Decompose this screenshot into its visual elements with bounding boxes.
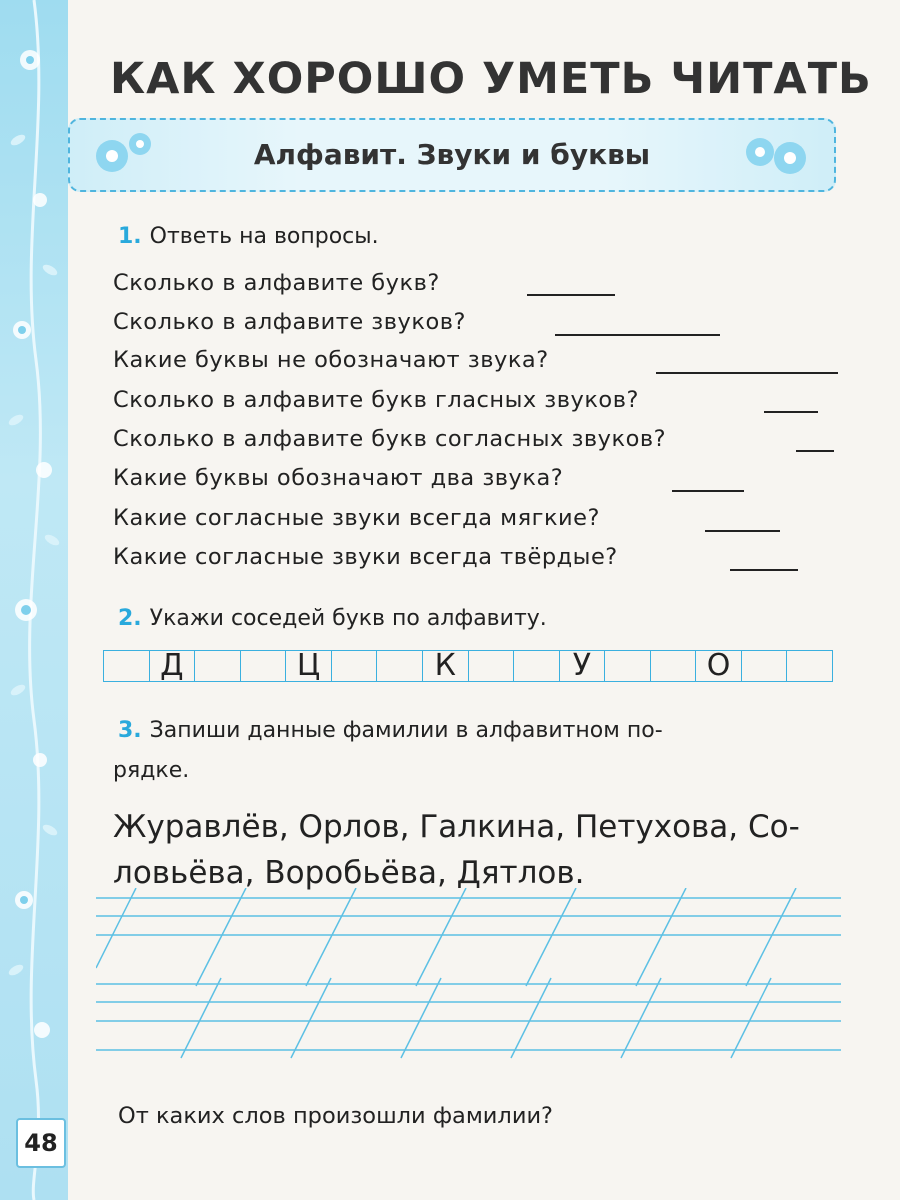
task-1-heading <box>118 224 379 249</box>
answer-blank[interactable] <box>527 294 615 296</box>
answer-blank[interactable] <box>656 372 838 374</box>
question-line: Какие буквы не обозначают звука? <box>113 347 549 373</box>
letter-cell: У <box>559 650 605 682</box>
task-3-instruction-continued: рядке. <box>113 758 190 783</box>
letter-cell[interactable] <box>650 650 696 682</box>
question-line: Какие согласные звуки всегда мягкие? <box>113 505 600 531</box>
question-line: Какие согласные звуки всегда твёрдые? <box>113 544 618 570</box>
question-line: Сколько в алфавите букв? <box>113 270 440 296</box>
letter-cell[interactable] <box>240 650 286 682</box>
handwriting-lines[interactable] <box>96 888 841 1063</box>
task-2-heading <box>118 606 547 631</box>
question-line: Какие буквы обозначают два звука? <box>113 465 564 491</box>
final-question: От каких слов произошли фамилии? <box>118 1103 554 1129</box>
surnames-line: ловьёва, Воробьёва, Дятлов. <box>113 855 585 891</box>
surnames-line: Журавлёв, Орлов, Галкина, Петухова, Со- <box>113 809 800 845</box>
task-number: 3. <box>118 718 142 743</box>
decorative-side-strip <box>0 0 68 1200</box>
letter-cell[interactable] <box>331 650 377 682</box>
answer-blank[interactable] <box>764 411 818 413</box>
letter-cell[interactable] <box>468 650 514 682</box>
letter-cell: Д <box>149 650 195 682</box>
answer-blank[interactable] <box>705 530 780 532</box>
letter-cell[interactable] <box>604 650 650 682</box>
section-banner <box>68 118 836 192</box>
answer-blank[interactable] <box>672 490 744 492</box>
answer-blank[interactable] <box>796 450 834 452</box>
answer-blank[interactable] <box>555 334 720 336</box>
question-line: Сколько в алфавите звуков? <box>113 309 466 335</box>
letter-cell[interactable] <box>103 650 149 682</box>
task-instruction: Укажи соседей букв по алфавиту. <box>149 606 547 631</box>
letter-neighbors-grid <box>103 650 833 682</box>
letter-cell[interactable] <box>194 650 240 682</box>
question-line: Сколько в алфавите букв гласных звуков? <box>113 387 639 413</box>
letter-cell[interactable] <box>786 650 833 682</box>
page-number: 48 <box>16 1118 66 1168</box>
vine-decoration-icon <box>0 0 68 1200</box>
surnames-list <box>113 804 843 896</box>
question-line: Сколько в алфавите букв согласных звуков? <box>113 426 667 452</box>
answer-blank[interactable] <box>730 569 798 571</box>
letter-cell: О <box>695 650 741 682</box>
letter-cell[interactable] <box>513 650 559 682</box>
letter-cell: К <box>422 650 468 682</box>
task-instruction: Ответь на вопросы. <box>149 224 379 249</box>
task-number: 1. <box>118 224 142 249</box>
letter-cell[interactable] <box>741 650 787 682</box>
letter-cell: Ц <box>285 650 331 682</box>
page-title: КАК ХОРОШО УМЕТЬ ЧИТАТЬ <box>110 54 872 104</box>
section-title: Алфавит. Звуки и буквы <box>253 138 651 171</box>
task-3-heading <box>118 718 663 743</box>
task-instruction: Запиши данные фамилии в алфавитном по- <box>149 718 663 743</box>
letter-cell[interactable] <box>376 650 422 682</box>
task-number: 2. <box>118 606 142 631</box>
